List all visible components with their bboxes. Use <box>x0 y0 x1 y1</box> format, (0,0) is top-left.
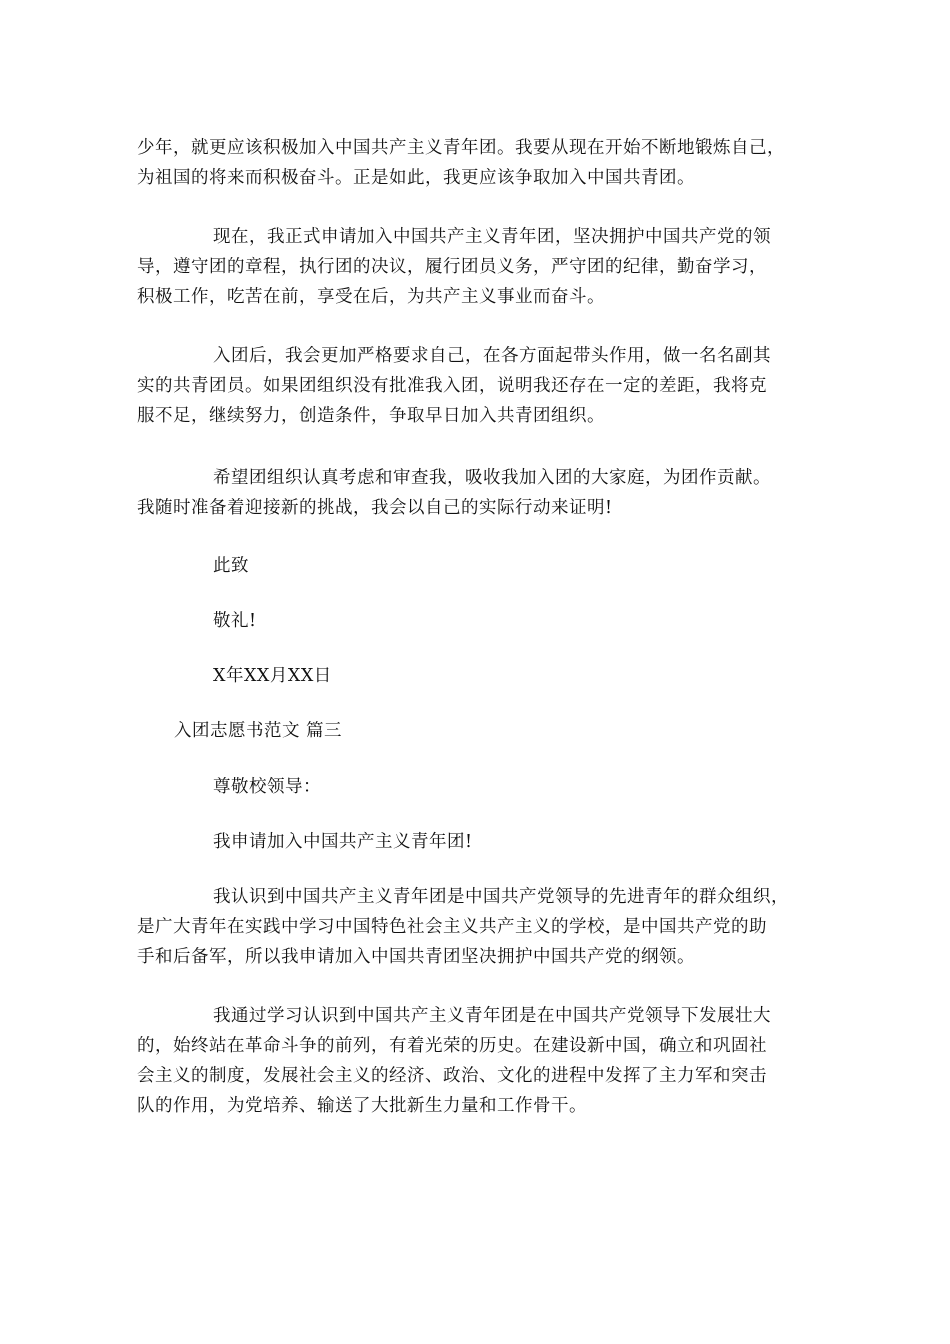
paragraph-line: 我认识到中国共产主义青年团是中国共产党领导的先进青年的群众组织， <box>213 887 789 907</box>
paragraph-line: 少年，就更应该积极加入中国共产主义青年团。我要从现在开始不断地锻炼自己， <box>137 138 785 158</box>
paragraph-line: 实的共青团员。如果团组织没有批准我入团，说明我还存在一定的差距，我将克 <box>137 376 767 396</box>
paragraph-1 <box>137 133 817 193</box>
paragraph-line: 希望团组织认真考虑和审查我，吸收我加入团的大家庭，为团作贡献。 <box>213 468 771 488</box>
salute-text: 敬礼! <box>213 611 257 631</box>
paragraph-5 <box>137 882 817 972</box>
opening-line <box>137 827 817 857</box>
section-title-text: 入团志愿书范文 篇三 <box>174 721 343 741</box>
paragraph-4 <box>137 463 817 523</box>
greeting-text: 尊敬校领导： <box>213 777 321 797</box>
paragraph-line: 的，始终站在革命斗争的前列，有着光荣的历史。在建设新中国，确立和巩固社 <box>137 1036 767 1056</box>
paragraph-3 <box>137 341 817 431</box>
paragraph-line: 积极工作，吃苦在前，享受在后，为共产主义事业而奋斗。 <box>137 287 605 307</box>
date-text: X年XX月XX日 <box>213 666 332 686</box>
paragraph-line: 队的作用，为党培养、输送了大批新生力量和工作骨干。 <box>137 1096 587 1116</box>
date-line <box>137 661 817 691</box>
paragraph-line: 是广大青年在实践中学习中国特色社会主义共产主义的学校，是中国共产党的助 <box>137 917 767 937</box>
section-title <box>137 716 817 746</box>
closing-line <box>137 551 817 581</box>
paragraph-line: 我通过学习认识到中国共产主义青年团是在中国共产党领导下发展壮大 <box>213 1006 771 1026</box>
paragraph-line: 手和后备军，所以我申请加入中国共青团坚决拥护中国共产党的纲领。 <box>137 947 695 967</box>
paragraph-6 <box>137 1001 817 1121</box>
greeting-line <box>137 772 817 802</box>
paragraph-line: 为祖国的将来而积极奋斗。正是如此，我更应该争取加入中国共青团。 <box>137 168 695 188</box>
salute-line <box>137 606 817 636</box>
paragraph-line: 我随时准备着迎接新的挑战，我会以自己的实际行动来证明! <box>137 498 613 518</box>
paragraph-2 <box>137 222 817 312</box>
paragraph-line: 服不足，继续努力，创造条件，争取早日加入共青团组织。 <box>137 406 605 426</box>
paragraph-line: 现在，我正式申请加入中国共产主义青年团，坚决拥护中国共产党的领 <box>213 227 771 247</box>
opening-text: 我申请加入中国共产主义青年团! <box>213 832 473 852</box>
closing-text: 此致 <box>213 556 249 576</box>
paragraph-line: 入团后，我会更加严格要求自己，在各方面起带头作用，做一名名副其 <box>213 346 771 366</box>
paragraph-line: 会主义的制度，发展社会主义的经济、政治、文化的进程中发挥了主力军和突击 <box>137 1066 767 1086</box>
paragraph-line: 导，遵守团的章程，执行团的决议，履行团员义务，严守团的纪律，勤奋学习， <box>137 257 767 277</box>
